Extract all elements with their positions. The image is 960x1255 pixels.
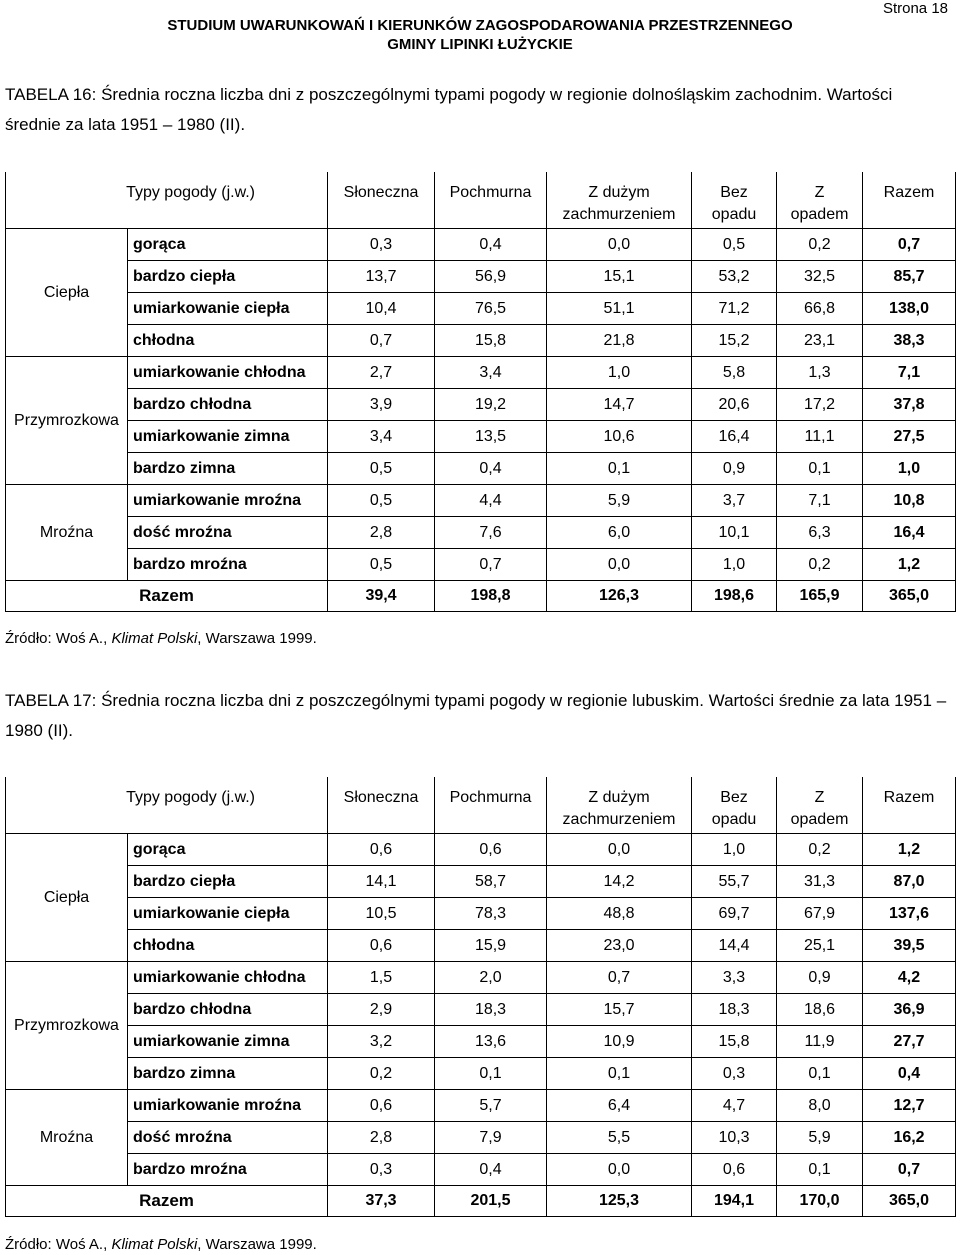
- value-heavy-cloud: 15,7: [547, 994, 692, 1026]
- header-row-2: [6, 202, 956, 229]
- sum-value-rain: 165,9: [777, 581, 863, 612]
- column-header-rain: Z: [777, 777, 863, 807]
- value-sunny: 2,7: [328, 357, 435, 389]
- value-heavy-cloud: 0,0: [547, 229, 692, 261]
- source-title: Klimat Polski: [111, 1236, 198, 1253]
- value-sunny: 1,5: [328, 962, 435, 994]
- sum-value-sunny: 39,4: [328, 581, 435, 612]
- value-sunny: 0,5: [328, 453, 435, 485]
- value-no-rain: 20,6: [692, 389, 777, 421]
- column-header-no-rain-cont: opadu: [692, 807, 777, 834]
- value-cloudy: 0,7: [435, 549, 547, 581]
- value-rain: 0,2: [777, 834, 863, 866]
- value-rain: 25,1: [777, 930, 863, 962]
- row-label: umiarkowanie chłodna: [128, 357, 328, 389]
- table-row: [6, 261, 956, 293]
- column-header-rain-cont: opadem: [777, 202, 863, 229]
- group-warm: Ciepła: [6, 229, 128, 357]
- value-total: 1,2: [863, 549, 956, 581]
- row-label: umiarkowanie zimna: [128, 1026, 328, 1058]
- value-total: 0,7: [863, 1154, 956, 1186]
- document-header: [0, 16, 960, 54]
- value-rain: 17,2: [777, 389, 863, 421]
- value-heavy-cloud: 23,0: [547, 930, 692, 962]
- value-sunny: 10,5: [328, 898, 435, 930]
- value-cloudy: 7,6: [435, 517, 547, 549]
- table-row: [6, 898, 956, 930]
- value-heavy-cloud: 0,1: [547, 1058, 692, 1090]
- column-header-sunny-cont: [328, 202, 435, 229]
- table-row: [6, 229, 956, 261]
- value-sunny: 2,8: [328, 1122, 435, 1154]
- value-cloudy: 78,3: [435, 898, 547, 930]
- value-cloudy: 13,5: [435, 421, 547, 453]
- value-no-rain: 0,6: [692, 1154, 777, 1186]
- value-rain: 31,3: [777, 866, 863, 898]
- value-no-rain: 1,0: [692, 549, 777, 581]
- column-header-total: Razem: [863, 777, 956, 807]
- value-total: 85,7: [863, 261, 956, 293]
- sum-value-no-rain: 198,6: [692, 581, 777, 612]
- table-row: [6, 485, 956, 517]
- group-frost: Mroźna: [6, 1090, 128, 1186]
- value-total: 138,0: [863, 293, 956, 325]
- header-line-2: GMINY LIPINKI ŁUŻYCKIE: [387, 36, 573, 53]
- row-label: dość mroźna: [128, 1122, 328, 1154]
- sum-row: [6, 1186, 956, 1217]
- value-sunny: 13,7: [328, 261, 435, 293]
- value-cloudy: 0,6: [435, 834, 547, 866]
- value-rain: 5,9: [777, 1122, 863, 1154]
- value-cloudy: 18,3: [435, 994, 547, 1026]
- value-heavy-cloud: 6,4: [547, 1090, 692, 1122]
- table-row: [6, 962, 956, 994]
- value-no-rain: 69,7: [692, 898, 777, 930]
- sum-value-heavy-cloud: 125,3: [547, 1186, 692, 1217]
- table-17-caption: TABELA 17: Średnia roczna liczba dni z poszczególnymi typami pogody w regionie lubuskim. Wartości średnie za lata 1951 – 1980 (II).: [5, 691, 947, 740]
- value-heavy-cloud: 0,0: [547, 549, 692, 581]
- value-cloudy: 0,4: [435, 1154, 547, 1186]
- value-sunny: 14,1: [328, 866, 435, 898]
- value-no-rain: 15,8: [692, 1026, 777, 1058]
- table-row: [6, 866, 956, 898]
- table-row: [6, 549, 956, 581]
- value-total: 27,5: [863, 421, 956, 453]
- weather-table-17: [5, 777, 956, 1217]
- value-heavy-cloud: 0,1: [547, 453, 692, 485]
- value-heavy-cloud: 10,9: [547, 1026, 692, 1058]
- value-sunny: 2,8: [328, 517, 435, 549]
- value-no-rain: 16,4: [692, 421, 777, 453]
- value-cloudy: 7,9: [435, 1122, 547, 1154]
- group-frost: Mroźna: [6, 485, 128, 581]
- value-no-rain: 0,3: [692, 1058, 777, 1090]
- group-frosty: Przymrozkowa: [6, 357, 128, 485]
- row-label: chłodna: [128, 930, 328, 962]
- value-rain: 32,5: [777, 261, 863, 293]
- value-heavy-cloud: 5,5: [547, 1122, 692, 1154]
- value-rain: 0,2: [777, 549, 863, 581]
- source-suffix: , Warszawa 1999.: [197, 630, 317, 647]
- table-row: [6, 325, 956, 357]
- row-label: umiarkowanie ciepła: [128, 293, 328, 325]
- row-label: dość mroźna: [128, 517, 328, 549]
- value-cloudy: 15,8: [435, 325, 547, 357]
- column-header-no-rain: Bez: [692, 172, 777, 202]
- value-rain: 0,1: [777, 453, 863, 485]
- column-header-total-cont: [863, 807, 956, 834]
- table-row: [6, 1058, 956, 1090]
- value-heavy-cloud: 0,7: [547, 962, 692, 994]
- value-sunny: 0,3: [328, 229, 435, 261]
- value-rain: 0,2: [777, 229, 863, 261]
- value-cloudy: 3,4: [435, 357, 547, 389]
- value-no-rain: 3,3: [692, 962, 777, 994]
- weather-table-16: [5, 172, 956, 612]
- value-sunny: 2,9: [328, 994, 435, 1026]
- value-sunny: 3,2: [328, 1026, 435, 1058]
- value-sunny: 0,6: [328, 1090, 435, 1122]
- column-header-heavy-cloud: Z dużym: [547, 172, 692, 202]
- table-row: [6, 1026, 956, 1058]
- column-header-total-cont: [863, 202, 956, 229]
- value-cloudy: 13,6: [435, 1026, 547, 1058]
- value-cloudy: 2,0: [435, 962, 547, 994]
- value-rain: 6,3: [777, 517, 863, 549]
- value-sunny: 10,4: [328, 293, 435, 325]
- column-header-cloudy-cont: [435, 807, 547, 834]
- source-prefix: Źródło: Woś A.,: [5, 1236, 112, 1253]
- value-sunny: 0,7: [328, 325, 435, 357]
- value-total: 1,2: [863, 834, 956, 866]
- row-label: gorąca: [128, 229, 328, 261]
- sum-value-total: 365,0: [863, 1186, 956, 1217]
- column-header-heavy-cloud-cont: zachmurzeniem: [547, 807, 692, 834]
- value-total: 38,3: [863, 325, 956, 357]
- value-sunny: 0,5: [328, 485, 435, 517]
- source-suffix: , Warszawa 1999.: [197, 1236, 317, 1253]
- sum-value-total: 365,0: [863, 581, 956, 612]
- value-total: 27,7: [863, 1026, 956, 1058]
- table-row: [6, 994, 956, 1026]
- column-header-types-cont: [6, 807, 328, 834]
- value-rain: 23,1: [777, 325, 863, 357]
- value-rain: 1,3: [777, 357, 863, 389]
- value-no-rain: 4,7: [692, 1090, 777, 1122]
- value-heavy-cloud: 0,0: [547, 1154, 692, 1186]
- sum-value-sunny: 37,3: [328, 1186, 435, 1217]
- group-warm: Ciepła: [6, 834, 128, 962]
- value-total: 7,1: [863, 357, 956, 389]
- header-row-2: [6, 807, 956, 834]
- value-no-rain: 0,9: [692, 453, 777, 485]
- value-cloudy: 56,9: [435, 261, 547, 293]
- value-no-rain: 10,3: [692, 1122, 777, 1154]
- column-header-no-rain-cont: opadu: [692, 202, 777, 229]
- value-no-rain: 15,2: [692, 325, 777, 357]
- value-total: 0,4: [863, 1058, 956, 1090]
- row-label: gorąca: [128, 834, 328, 866]
- table-17-source: [5, 1236, 317, 1253]
- value-no-rain: 18,3: [692, 994, 777, 1026]
- value-rain: 11,9: [777, 1026, 863, 1058]
- value-cloudy: 15,9: [435, 930, 547, 962]
- value-no-rain: 53,2: [692, 261, 777, 293]
- value-no-rain: 71,2: [692, 293, 777, 325]
- table-16-source: [5, 630, 317, 647]
- row-label: bardzo chłodna: [128, 389, 328, 421]
- value-heavy-cloud: 0,0: [547, 834, 692, 866]
- table-row: [6, 930, 956, 962]
- table-row: [6, 421, 956, 453]
- value-heavy-cloud: 14,2: [547, 866, 692, 898]
- value-sunny: 0,3: [328, 1154, 435, 1186]
- value-sunny: 0,2: [328, 1058, 435, 1090]
- table-row: [6, 357, 956, 389]
- value-total: 36,9: [863, 994, 956, 1026]
- value-rain: 11,1: [777, 421, 863, 453]
- value-total: 87,0: [863, 866, 956, 898]
- value-cloudy: 0,4: [435, 453, 547, 485]
- value-no-rain: 5,8: [692, 357, 777, 389]
- column-header-cloudy: Pochmurna: [435, 172, 547, 202]
- value-cloudy: 76,5: [435, 293, 547, 325]
- sum-label: Razem: [6, 1186, 328, 1217]
- column-header-heavy-cloud: Z dużym: [547, 777, 692, 807]
- value-total: 39,5: [863, 930, 956, 962]
- column-header-rain-cont: opadem: [777, 807, 863, 834]
- value-rain: 66,8: [777, 293, 863, 325]
- row-label: umiarkowanie zimna: [128, 421, 328, 453]
- column-header-heavy-cloud-cont: zachmurzeniem: [547, 202, 692, 229]
- value-rain: 8,0: [777, 1090, 863, 1122]
- column-header-sunny: Słoneczna: [328, 172, 435, 202]
- value-total: 0,7: [863, 229, 956, 261]
- value-rain: 0,1: [777, 1154, 863, 1186]
- value-rain: 67,9: [777, 898, 863, 930]
- sum-value-heavy-cloud: 126,3: [547, 581, 692, 612]
- value-cloudy: 19,2: [435, 389, 547, 421]
- table-row: [6, 834, 956, 866]
- column-header-total: Razem: [863, 172, 956, 202]
- group-frosty: Przymrozkowa: [6, 962, 128, 1090]
- sum-value-cloudy: 198,8: [435, 581, 547, 612]
- value-total: 16,4: [863, 517, 956, 549]
- row-label: bardzo zimna: [128, 1058, 328, 1090]
- column-header-types: Typy pogody (j.w.): [6, 172, 328, 202]
- value-heavy-cloud: 14,7: [547, 389, 692, 421]
- table-16-caption: TABELA 16: Średnia roczna liczba dni z poszczególnymi typami pogody w regionie dolnośląskim zachodnim. Wartości średnie za lata 1951 – 1980 (II).: [5, 85, 893, 134]
- value-rain: 18,6: [777, 994, 863, 1026]
- header-line-1: STUDIUM UWARUNKOWAŃ I KIERUNKÓW ZAGOSPODAROWANIA PRZESTRZENNEGO: [167, 17, 793, 34]
- column-header-types-cont: [6, 202, 328, 229]
- column-header-sunny: Słoneczna: [328, 777, 435, 807]
- row-label: bardzo chłodna: [128, 994, 328, 1026]
- row-label: chłodna: [128, 325, 328, 357]
- row-label: bardzo mroźna: [128, 1154, 328, 1186]
- column-header-cloudy: Pochmurna: [435, 777, 547, 807]
- value-cloudy: 0,1: [435, 1058, 547, 1090]
- row-label: bardzo ciepła: [128, 866, 328, 898]
- table-row: [6, 1090, 956, 1122]
- row-label: umiarkowanie chłodna: [128, 962, 328, 994]
- row-label: bardzo zimna: [128, 453, 328, 485]
- value-no-rain: 10,1: [692, 517, 777, 549]
- value-sunny: 3,4: [328, 421, 435, 453]
- value-heavy-cloud: 6,0: [547, 517, 692, 549]
- row-label: umiarkowanie ciepła: [128, 898, 328, 930]
- sum-label: Razem: [6, 581, 328, 612]
- row-label: umiarkowanie mroźna: [128, 485, 328, 517]
- sum-row: [6, 581, 956, 612]
- value-sunny: 3,9: [328, 389, 435, 421]
- page-number: Strona 18: [882, 0, 948, 17]
- row-label: bardzo mroźna: [128, 549, 328, 581]
- value-heavy-cloud: 10,6: [547, 421, 692, 453]
- table-row: [6, 293, 956, 325]
- column-header-sunny-cont: [328, 807, 435, 834]
- value-rain: 7,1: [777, 485, 863, 517]
- value-heavy-cloud: 15,1: [547, 261, 692, 293]
- value-heavy-cloud: 51,1: [547, 293, 692, 325]
- value-total: 12,7: [863, 1090, 956, 1122]
- value-no-rain: 1,0: [692, 834, 777, 866]
- value-total: 4,2: [863, 962, 956, 994]
- value-no-rain: 3,7: [692, 485, 777, 517]
- value-cloudy: 4,4: [435, 485, 547, 517]
- column-header-no-rain: Bez: [692, 777, 777, 807]
- sum-value-cloudy: 201,5: [435, 1186, 547, 1217]
- row-label: bardzo ciepła: [128, 261, 328, 293]
- source-title: Klimat Polski: [111, 630, 198, 647]
- sum-value-rain: 170,0: [777, 1186, 863, 1217]
- value-heavy-cloud: 1,0: [547, 357, 692, 389]
- value-heavy-cloud: 21,8: [547, 325, 692, 357]
- value-cloudy: 58,7: [435, 866, 547, 898]
- source-prefix: Źródło: Woś A.,: [5, 630, 112, 647]
- table-row: [6, 517, 956, 549]
- table-row: [6, 389, 956, 421]
- table-row: [6, 1122, 956, 1154]
- value-sunny: 0,6: [328, 834, 435, 866]
- column-header-rain: Z: [777, 172, 863, 202]
- table-row: [6, 453, 956, 485]
- value-total: 37,8: [863, 389, 956, 421]
- value-total: 1,0: [863, 453, 956, 485]
- value-heavy-cloud: 5,9: [547, 485, 692, 517]
- sum-value-no-rain: 194,1: [692, 1186, 777, 1217]
- value-rain: 0,1: [777, 1058, 863, 1090]
- value-no-rain: 0,5: [692, 229, 777, 261]
- column-header-types: Typy pogody (j.w.): [6, 777, 328, 807]
- row-label: umiarkowanie mroźna: [128, 1090, 328, 1122]
- value-total: 137,6: [863, 898, 956, 930]
- value-cloudy: 5,7: [435, 1090, 547, 1122]
- value-total: 10,8: [863, 485, 956, 517]
- value-rain: 0,9: [777, 962, 863, 994]
- header-row: [6, 172, 956, 202]
- value-no-rain: 14,4: [692, 930, 777, 962]
- value-sunny: 0,6: [328, 930, 435, 962]
- value-heavy-cloud: 48,8: [547, 898, 692, 930]
- value-sunny: 0,5: [328, 549, 435, 581]
- table-row: [6, 1154, 956, 1186]
- header-row: [6, 777, 956, 807]
- value-cloudy: 0,4: [435, 229, 547, 261]
- value-no-rain: 55,7: [692, 866, 777, 898]
- column-header-cloudy-cont: [435, 202, 547, 229]
- value-total: 16,2: [863, 1122, 956, 1154]
